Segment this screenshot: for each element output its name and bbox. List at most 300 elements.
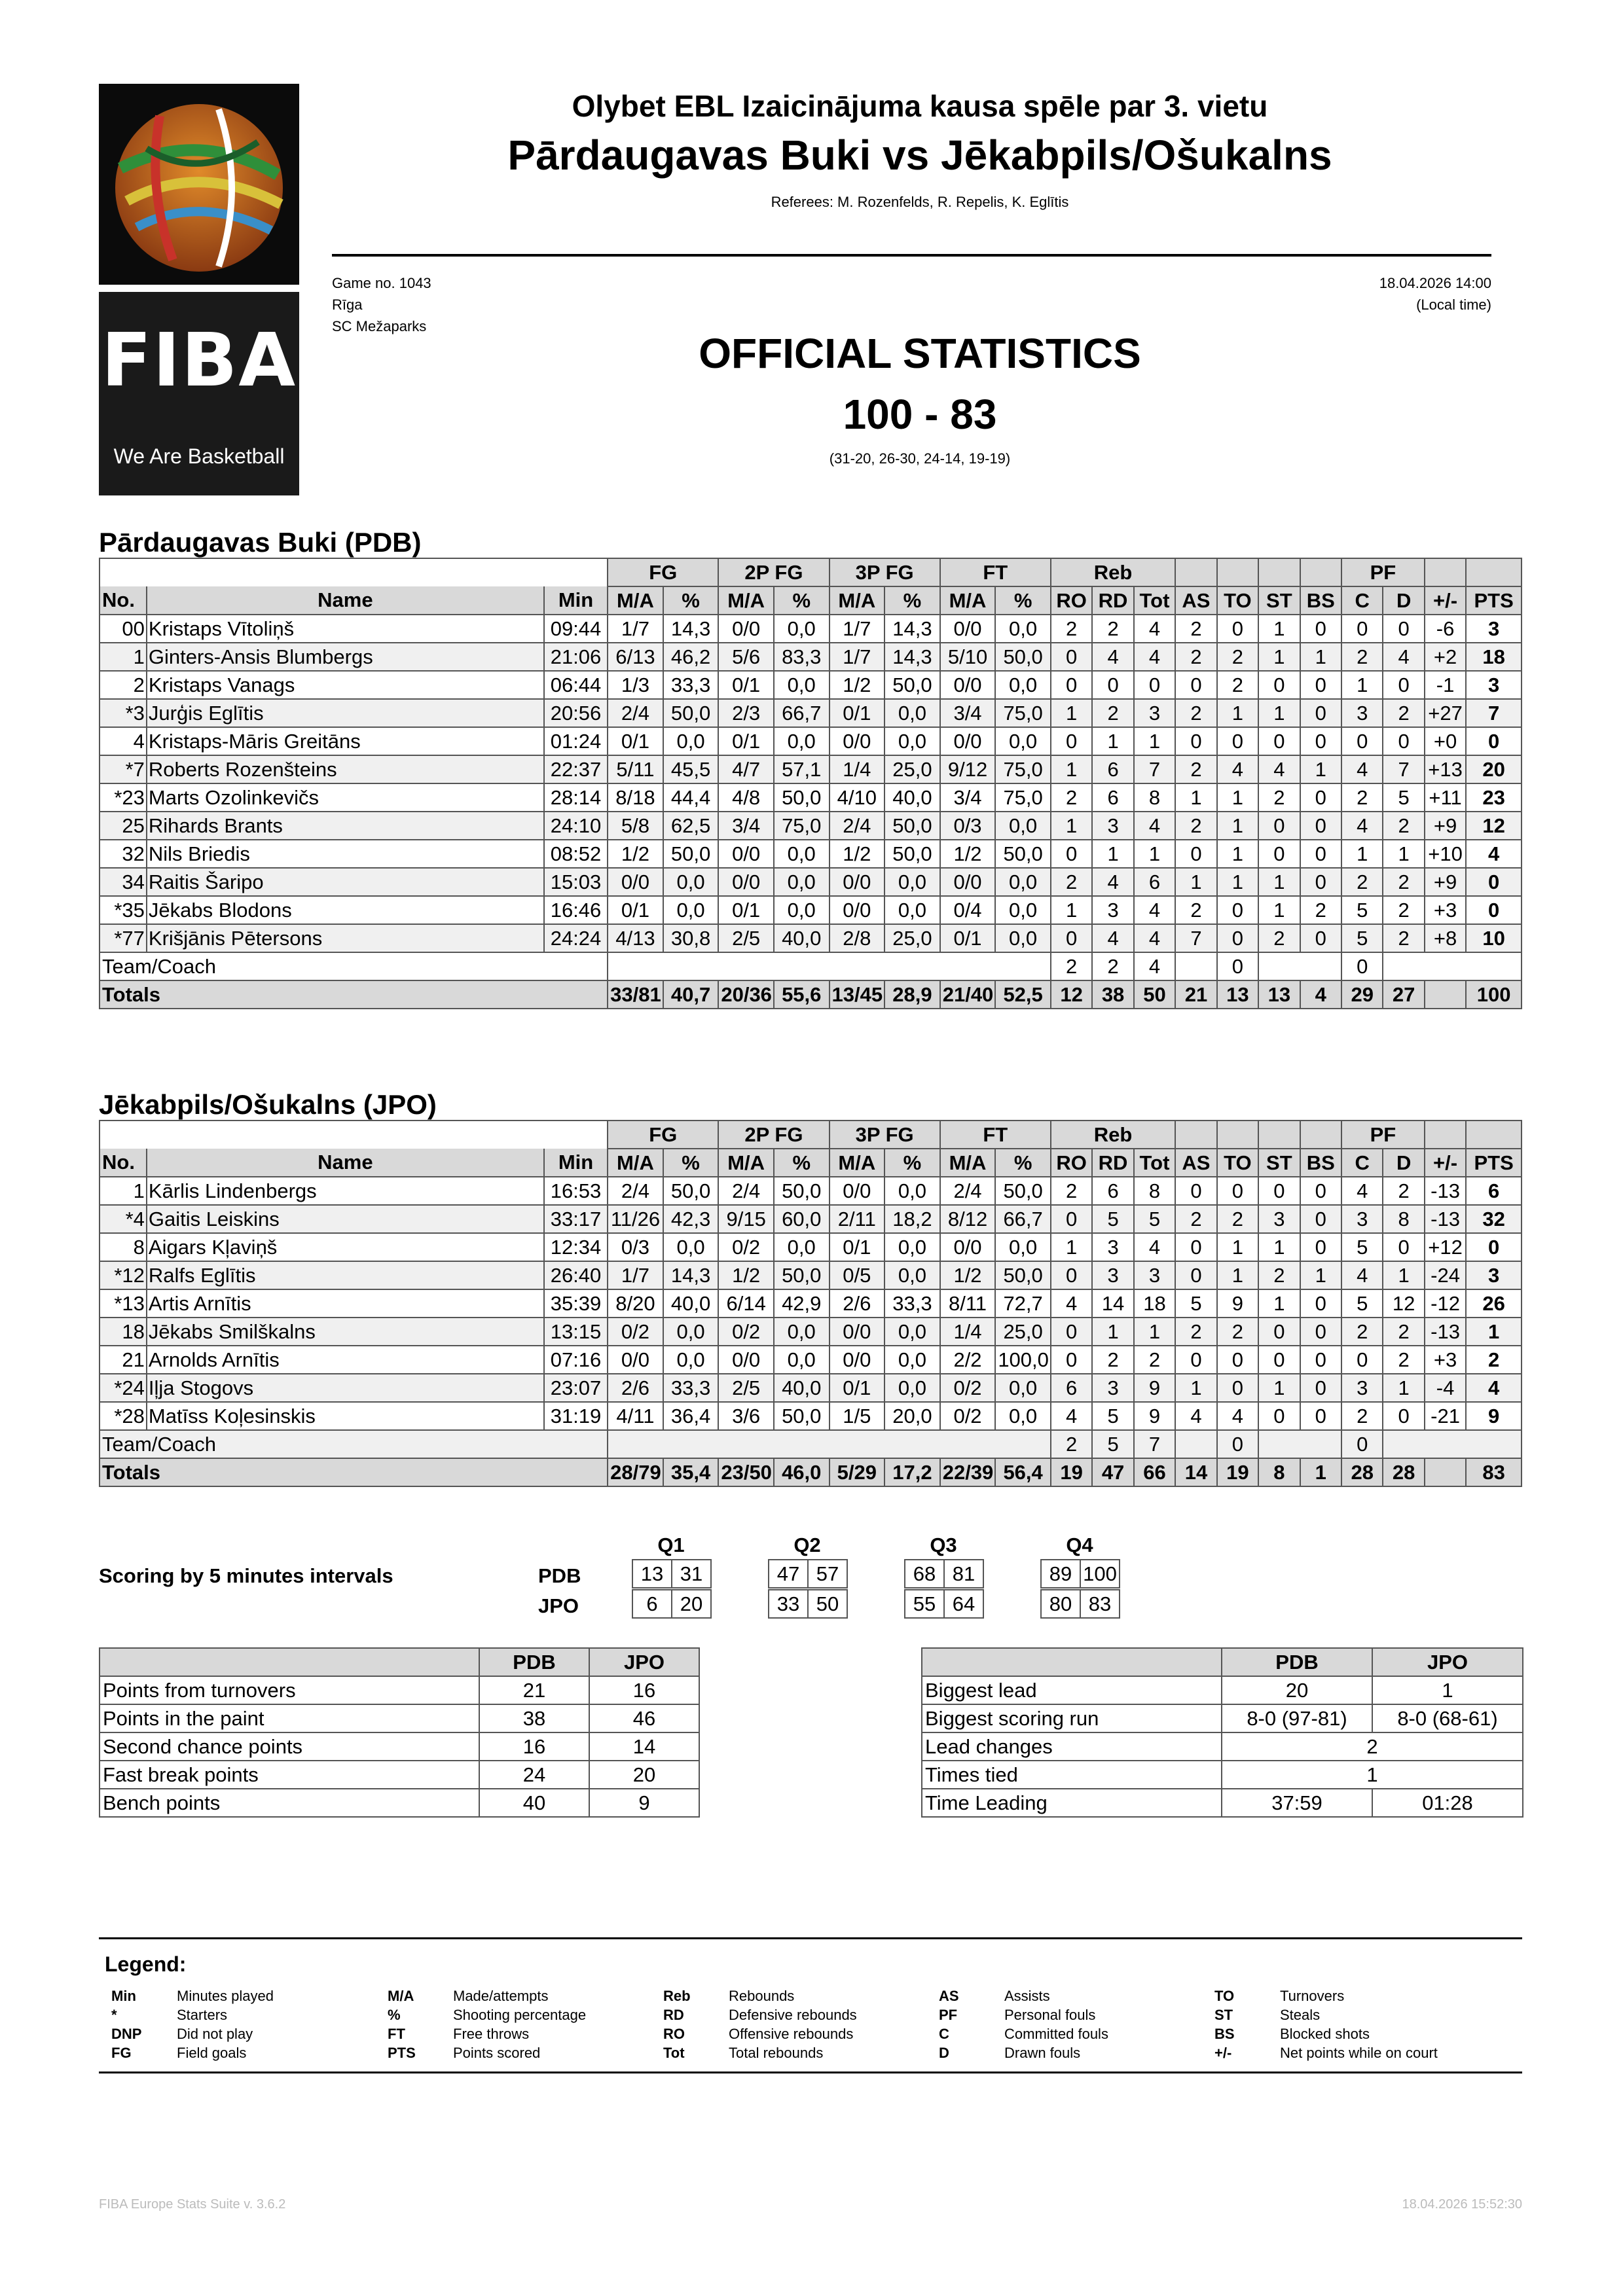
- column-header-row: [100, 1149, 1522, 1177]
- player-2p-pct: 60,0: [774, 1205, 830, 1233]
- group-header: PF: [1341, 1121, 1425, 1149]
- player-rd: 3: [1092, 812, 1133, 840]
- player-as: 2: [1175, 812, 1216, 840]
- player-bs: 1: [1300, 643, 1341, 671]
- lead-changes-row: [922, 1732, 1523, 1761]
- totals-to: 13: [1217, 980, 1258, 1009]
- player-min: 16:46: [544, 896, 608, 924]
- player-row: [100, 896, 1522, 924]
- player-ro: 6: [1051, 1374, 1092, 1402]
- player-3p-ma: 1/4: [830, 755, 885, 783]
- player-plus-minus: +2: [1425, 643, 1466, 671]
- player-ro: 4: [1051, 1289, 1092, 1318]
- scoring-row: [905, 1590, 983, 1618]
- points-label: Bench points: [100, 1789, 479, 1817]
- times-tied-row: [922, 1761, 1523, 1789]
- player-pf-c: 5: [1341, 896, 1383, 924]
- column-header-pf-d: D: [1383, 586, 1424, 615]
- player-pts: 7: [1466, 699, 1522, 727]
- player-pf-d: 2: [1383, 699, 1424, 727]
- player-3p-ma: 2/4: [830, 812, 885, 840]
- points-pdb: 24: [479, 1761, 589, 1789]
- player-3p-pct: 20,0: [884, 1402, 940, 1430]
- player-2p-ma: 0/1: [718, 727, 774, 755]
- time-leading-row: [922, 1789, 1523, 1817]
- totals-2p-ma: 23/50: [718, 1458, 774, 1486]
- player-st: 1: [1258, 1374, 1300, 1402]
- quarter-header-q2: Q2: [793, 1534, 821, 1556]
- quarter-header-q4: Q4: [1066, 1534, 1093, 1556]
- player-3p-pct: 25,0: [884, 755, 940, 783]
- totals-pts: 100: [1466, 980, 1522, 1009]
- player-no: *24: [100, 1374, 147, 1402]
- player-tot: 1: [1134, 840, 1175, 868]
- totals-2p-pct: 55,6: [774, 980, 830, 1009]
- player-2p-pct: 0,0: [774, 615, 830, 643]
- player-pts: 6: [1466, 1177, 1522, 1205]
- scoring-team-pdb: PDB: [538, 1564, 581, 1587]
- footer-version: FIBA Europe Stats Suite v. 3.6.2: [99, 2197, 286, 2212]
- player-bs: 1: [1300, 755, 1341, 783]
- player-ft-pct: 0,0: [995, 671, 1051, 699]
- player-as: 0: [1175, 671, 1216, 699]
- player-ft-ma: 0/2: [940, 1374, 996, 1402]
- player-as: 0: [1175, 840, 1216, 868]
- player-2p-pct: 40,0: [774, 1374, 830, 1402]
- player-pf-d: 7: [1383, 755, 1424, 783]
- player-ft-pct: 50,0: [995, 840, 1051, 868]
- player-3p-ma: 1/2: [830, 840, 885, 868]
- player-3p-ma: 1/5: [830, 1402, 885, 1430]
- player-fg-ma: 4/11: [608, 1402, 663, 1430]
- player-ft-pct: 0,0: [995, 924, 1051, 952]
- player-row: [100, 783, 1522, 812]
- player-st: 1: [1258, 896, 1300, 924]
- points-jpo: 20: [589, 1761, 699, 1789]
- legend-abbr: C: [939, 2026, 949, 2042]
- group-header-row: [100, 558, 1522, 586]
- player-min: 13:15: [544, 1318, 608, 1346]
- player-bs: 0: [1300, 1374, 1341, 1402]
- player-rd: 2: [1092, 1346, 1133, 1374]
- player-pf-c: 3: [1341, 699, 1383, 727]
- footer-timestamp: 18.04.2026 15:52:30: [1402, 2197, 1522, 2212]
- player-no: 1: [100, 1177, 147, 1205]
- scoring-value: 6: [632, 1590, 672, 1618]
- player-st: 2: [1258, 783, 1300, 812]
- player-bs: 0: [1300, 1318, 1341, 1346]
- column-header-fg-pct: %: [663, 586, 719, 615]
- player-pts: 26: [1466, 1289, 1522, 1318]
- points-pdb: 38: [479, 1704, 589, 1732]
- city: Rīga: [332, 296, 363, 313]
- player-st: 1: [1258, 699, 1300, 727]
- totals-as: 21: [1175, 980, 1216, 1009]
- player-fg-pct: 0,0: [663, 727, 719, 755]
- player-name: Jēkabs Blodons: [147, 896, 544, 924]
- player-3p-pct: 0,0: [884, 727, 940, 755]
- player-row: [100, 1205, 1522, 1233]
- player-no: *12: [100, 1261, 147, 1289]
- group-header: 2P FG: [718, 558, 829, 586]
- legend-abbr: PF: [939, 2007, 958, 2023]
- team-coach-label: Team/Coach: [100, 1430, 608, 1458]
- points-label: Points in the paint: [100, 1704, 479, 1732]
- lead-changes-value: 2: [1222, 1732, 1523, 1761]
- player-plus-minus: -12: [1425, 1289, 1466, 1318]
- player-name: Krišjānis Pētersons: [147, 924, 544, 952]
- player-fg-pct: 14,3: [663, 615, 719, 643]
- points-jpo: 16: [589, 1676, 699, 1704]
- column-header-st: ST: [1258, 586, 1300, 615]
- player-rd: 4: [1092, 868, 1133, 896]
- player-row: [100, 812, 1522, 840]
- group-header: Reb: [1051, 1121, 1175, 1149]
- player-pf-c: 1: [1341, 840, 1383, 868]
- player-plus-minus: -21: [1425, 1402, 1466, 1430]
- scoring-value: 50: [808, 1590, 847, 1618]
- player-2p-pct: 50,0: [774, 1177, 830, 1205]
- player-name: Iļja Stogovs: [147, 1374, 544, 1402]
- team-coach-shooting: [608, 952, 1051, 980]
- points-header-jpo: JPO: [589, 1648, 699, 1676]
- player-ro: 1: [1051, 755, 1092, 783]
- totals-rd: 47: [1092, 1458, 1133, 1486]
- legend-desc: Defensive rebounds: [729, 2007, 857, 2023]
- player-2p-ma: 5/6: [718, 643, 774, 671]
- player-rd: 14: [1092, 1289, 1133, 1318]
- column-header-2p-pct: %: [774, 586, 830, 615]
- player-tot: 1: [1134, 1318, 1175, 1346]
- team-title-jpo: Jēkabpils/Ošukalns (JPO): [99, 1089, 437, 1120]
- team-coach-to: 0: [1217, 1430, 1258, 1458]
- totals-fg-ma: 28/79: [608, 1458, 663, 1486]
- player-min: 24:24: [544, 924, 608, 952]
- player-ft-ma: 0/0: [940, 727, 996, 755]
- player-bs: 0: [1300, 812, 1341, 840]
- player-ro: 4: [1051, 1402, 1092, 1430]
- player-3p-ma: 0/0: [830, 1318, 885, 1346]
- group-header: 2P FG: [718, 1121, 829, 1149]
- player-tot: 18: [1134, 1289, 1175, 1318]
- group-header-row: [100, 1121, 1522, 1149]
- player-2p-ma: 2/5: [718, 1374, 774, 1402]
- player-tot: 4: [1134, 615, 1175, 643]
- player-fg-ma: 1/7: [608, 1261, 663, 1289]
- biggest-lead-pdb: 20: [1222, 1676, 1372, 1704]
- player-pf-d: 2: [1383, 1177, 1424, 1205]
- player-pf-d: 1: [1383, 1261, 1424, 1289]
- player-min: 16:53: [544, 1177, 608, 1205]
- group-header: FG: [608, 558, 718, 586]
- player-row: [100, 671, 1522, 699]
- player-min: 33:17: [544, 1205, 608, 1233]
- points-pdb: 21: [479, 1676, 589, 1704]
- scoring-row: [1041, 1590, 1120, 1618]
- player-bs: 0: [1300, 699, 1341, 727]
- player-fg-pct: 33,3: [663, 1374, 719, 1402]
- player-3p-pct: 40,0: [884, 783, 940, 812]
- player-plus-minus: -1: [1425, 671, 1466, 699]
- player-st: 1: [1258, 1289, 1300, 1318]
- player-row: [100, 1233, 1522, 1261]
- player-3p-pct: 0,0: [884, 1374, 940, 1402]
- player-ft-ma: 0/4: [940, 896, 996, 924]
- column-header-bs: BS: [1300, 1149, 1341, 1177]
- player-rd: 0: [1092, 671, 1133, 699]
- player-2p-pct: 75,0: [774, 812, 830, 840]
- player-2p-ma: 2/5: [718, 924, 774, 952]
- player-ro: 0: [1051, 1346, 1092, 1374]
- column-header-2p-ma: M/A: [718, 1149, 774, 1177]
- fiba-logo-text: FIBA: [101, 318, 297, 403]
- totals-fg-pct: 35,4: [663, 1458, 719, 1486]
- points-row: [100, 1704, 699, 1732]
- player-fg-pct: 0,0: [663, 1233, 719, 1261]
- column-header-3p-pct: %: [884, 1149, 940, 1177]
- player-no: *28: [100, 1402, 147, 1430]
- player-plus-minus: +9: [1425, 868, 1466, 896]
- team-coach-c: 0: [1341, 952, 1383, 980]
- points-header-pdb: PDB: [479, 1648, 589, 1676]
- scoring-intervals-label: Scoring by 5 minutes intervals: [99, 1564, 393, 1587]
- time-leading-label: Time Leading: [922, 1789, 1222, 1817]
- player-pf-d: 2: [1383, 812, 1424, 840]
- player-fg-pct: 40,0: [663, 1289, 719, 1318]
- group-header-empty-pm: [1425, 1121, 1466, 1149]
- player-to: 1: [1217, 812, 1258, 840]
- scoring-cell-pair: [904, 1559, 984, 1588]
- column-header-to: TO: [1217, 586, 1258, 615]
- group-header-blank: [100, 1121, 608, 1149]
- player-st: 2: [1258, 1261, 1300, 1289]
- player-no: 2: [100, 671, 147, 699]
- column-header-rd: RD: [1092, 1149, 1133, 1177]
- points-row: [100, 1761, 699, 1789]
- legend-desc: Drawn fouls: [1004, 2045, 1081, 2061]
- totals-bs: 1: [1300, 1458, 1341, 1486]
- legend-desc: Steals: [1280, 2007, 1321, 2023]
- player-row: [100, 840, 1522, 868]
- column-header-ft-pct: %: [995, 586, 1051, 615]
- lead-stats-table: [921, 1647, 1523, 1818]
- player-to: 4: [1217, 755, 1258, 783]
- legend-abbr: M/A: [388, 1988, 414, 2004]
- group-header-empty-pm: [1425, 558, 1466, 586]
- player-pts: 0: [1466, 727, 1522, 755]
- totals-3p-ma: 5/29: [830, 1458, 885, 1486]
- player-fg-ma: 0/1: [608, 727, 663, 755]
- player-pts: 20: [1466, 755, 1522, 783]
- player-rd: 6: [1092, 755, 1133, 783]
- player-st: 3: [1258, 1205, 1300, 1233]
- player-bs: 0: [1300, 727, 1341, 755]
- final-score: 100 - 83: [843, 391, 997, 438]
- player-fg-ma: 8/18: [608, 783, 663, 812]
- totals-pf-c: 29: [1341, 980, 1383, 1009]
- player-pts: 4: [1466, 1374, 1522, 1402]
- player-to: 1: [1217, 783, 1258, 812]
- column-header-as: AS: [1175, 1149, 1216, 1177]
- player-plus-minus: -13: [1425, 1205, 1466, 1233]
- player-3p-pct: 0,0: [884, 1233, 940, 1261]
- game-number: Game no. 1043: [332, 275, 431, 291]
- player-pf-c: 5: [1341, 1289, 1383, 1318]
- biggest-lead-jpo: 1: [1372, 1676, 1523, 1704]
- player-bs: 0: [1300, 783, 1341, 812]
- player-pts: 9: [1466, 1402, 1522, 1430]
- player-ft-ma: 5/10: [940, 643, 996, 671]
- player-3p-ma: 0/0: [830, 1177, 885, 1205]
- player-2p-ma: 3/6: [718, 1402, 774, 1430]
- player-pf-d: 2: [1383, 896, 1424, 924]
- player-fg-pct: 14,3: [663, 1261, 719, 1289]
- player-fg-ma: 0/1: [608, 896, 663, 924]
- player-as: 2: [1175, 896, 1216, 924]
- points-row: [100, 1789, 699, 1817]
- column-header-as: AS: [1175, 586, 1216, 615]
- player-fg-pct: 0,0: [663, 868, 719, 896]
- player-2p-ma: 0/2: [718, 1318, 774, 1346]
- player-pf-d: 2: [1383, 868, 1424, 896]
- player-no: 21: [100, 1346, 147, 1374]
- scoring-value: 47: [769, 1560, 808, 1588]
- header-divider: [332, 254, 1491, 257]
- player-name: Marts Ozolinkevičs: [147, 783, 544, 812]
- player-ft-ma: 0/0: [940, 1233, 996, 1261]
- player-3p-ma: 0/0: [830, 1346, 885, 1374]
- scoring-row: [769, 1590, 847, 1618]
- group-header-empty-to: [1217, 558, 1258, 586]
- player-tot: 4: [1134, 896, 1175, 924]
- player-plus-minus: +11: [1425, 783, 1466, 812]
- player-pf-d: 0: [1383, 727, 1424, 755]
- column-header-pts: PTS: [1466, 586, 1522, 615]
- player-ro: 2: [1051, 868, 1092, 896]
- totals-fg-pct: 40,7: [663, 980, 719, 1009]
- legend-abbr: %: [388, 2007, 401, 2023]
- player-no: 34: [100, 868, 147, 896]
- player-pf-c: 4: [1341, 1261, 1383, 1289]
- player-pts: 18: [1466, 643, 1522, 671]
- player-2p-pct: 50,0: [774, 1402, 830, 1430]
- column-header-fg-pct: %: [663, 1149, 719, 1177]
- totals-2p-pct: 46,0: [774, 1458, 830, 1486]
- player-to: 4: [1217, 1402, 1258, 1430]
- player-name: Kristaps Vanags: [147, 671, 544, 699]
- totals-tot: 50: [1134, 980, 1175, 1009]
- group-header: PF: [1341, 558, 1425, 586]
- player-name: Ralfs Eglītis: [147, 1261, 544, 1289]
- player-ft-pct: 75,0: [995, 783, 1051, 812]
- player-name: Aigars Kļaviņš: [147, 1233, 544, 1261]
- player-as: 5: [1175, 1289, 1216, 1318]
- player-2p-ma: 0/1: [718, 671, 774, 699]
- player-pf-d: 2: [1383, 1346, 1424, 1374]
- game-datetime: [1379, 272, 1491, 315]
- player-ft-pct: 50,0: [995, 643, 1051, 671]
- legend-abbr: RO: [663, 2026, 685, 2042]
- legend-desc: Committed fouls: [1004, 2026, 1108, 2042]
- player-st: 4: [1258, 755, 1300, 783]
- column-header-2p-ma: M/A: [718, 586, 774, 615]
- player-ft-ma: 3/4: [940, 783, 996, 812]
- player-as: 2: [1175, 615, 1216, 643]
- legend-desc: Shooting percentage: [453, 2007, 587, 2023]
- player-to: 2: [1217, 1205, 1258, 1233]
- player-ro: 1: [1051, 699, 1092, 727]
- player-fg-pct: 36,4: [663, 1402, 719, 1430]
- player-name: Nils Briedis: [147, 840, 544, 868]
- player-as: 0: [1175, 1177, 1216, 1205]
- player-row: [100, 1346, 1522, 1374]
- column-header-3p-pct: %: [884, 586, 940, 615]
- player-3p-ma: 1/7: [830, 615, 885, 643]
- player-tot: 5: [1134, 1205, 1175, 1233]
- player-st: 2: [1258, 924, 1300, 952]
- column-header-plus-minus: +/-: [1425, 1149, 1466, 1177]
- player-fg-ma: 6/13: [608, 643, 663, 671]
- player-fg-ma: 0/2: [608, 1318, 663, 1346]
- player-fg-ma: 1/2: [608, 840, 663, 868]
- player-3p-pct: 0,0: [884, 1318, 940, 1346]
- player-ro: 0: [1051, 1205, 1092, 1233]
- player-name: Arnolds Arnītis: [147, 1346, 544, 1374]
- column-header-ft-ma: M/A: [940, 1149, 996, 1177]
- player-ft-pct: 50,0: [995, 1261, 1051, 1289]
- points-breakdown-table: [99, 1647, 700, 1818]
- player-2p-ma: 3/4: [718, 812, 774, 840]
- scoring-value: 33: [769, 1590, 808, 1618]
- player-pf-c: 3: [1341, 1374, 1383, 1402]
- time-leading-jpo: 01:28: [1372, 1789, 1523, 1817]
- player-row: [100, 868, 1522, 896]
- player-rd: 6: [1092, 783, 1133, 812]
- player-rd: 3: [1092, 1374, 1133, 1402]
- player-ft-pct: 0,0: [995, 868, 1051, 896]
- legend-desc: Rebounds: [729, 1988, 795, 2004]
- player-pts: 0: [1466, 1233, 1522, 1261]
- legend-abbr: ST: [1214, 2007, 1233, 2023]
- player-no: *7: [100, 755, 147, 783]
- player-3p-pct: 0,0: [884, 699, 940, 727]
- fiba-wordmark: [99, 292, 299, 495]
- player-ft-ma: 1/2: [940, 840, 996, 868]
- scoring-row: [769, 1560, 847, 1588]
- player-to: 0: [1217, 924, 1258, 952]
- player-row: [100, 615, 1522, 643]
- times-tied-label: Times tied: [922, 1761, 1222, 1789]
- player-3p-ma: 0/0: [830, 727, 885, 755]
- points-label: Second chance points: [100, 1732, 479, 1761]
- player-2p-ma: 2/3: [718, 699, 774, 727]
- player-rd: 3: [1092, 896, 1133, 924]
- player-rd: 6: [1092, 1177, 1133, 1205]
- totals-ft-ma: 21/40: [940, 980, 996, 1009]
- player-3p-ma: 0/1: [830, 699, 885, 727]
- player-pts: 10: [1466, 924, 1522, 952]
- player-bs: 0: [1300, 615, 1341, 643]
- legend-abbr: Reb: [663, 1988, 691, 2004]
- quarter-header-q3: Q3: [930, 1534, 957, 1556]
- legend-abbr: BS: [1214, 2026, 1235, 2042]
- player-fg-ma: 1/3: [608, 671, 663, 699]
- legend-divider-top: [99, 1937, 1522, 1939]
- totals-ro: 19: [1051, 1458, 1092, 1486]
- player-3p-ma: 4/10: [830, 783, 885, 812]
- player-min: 22:37: [544, 755, 608, 783]
- player-plus-minus: +0: [1425, 727, 1466, 755]
